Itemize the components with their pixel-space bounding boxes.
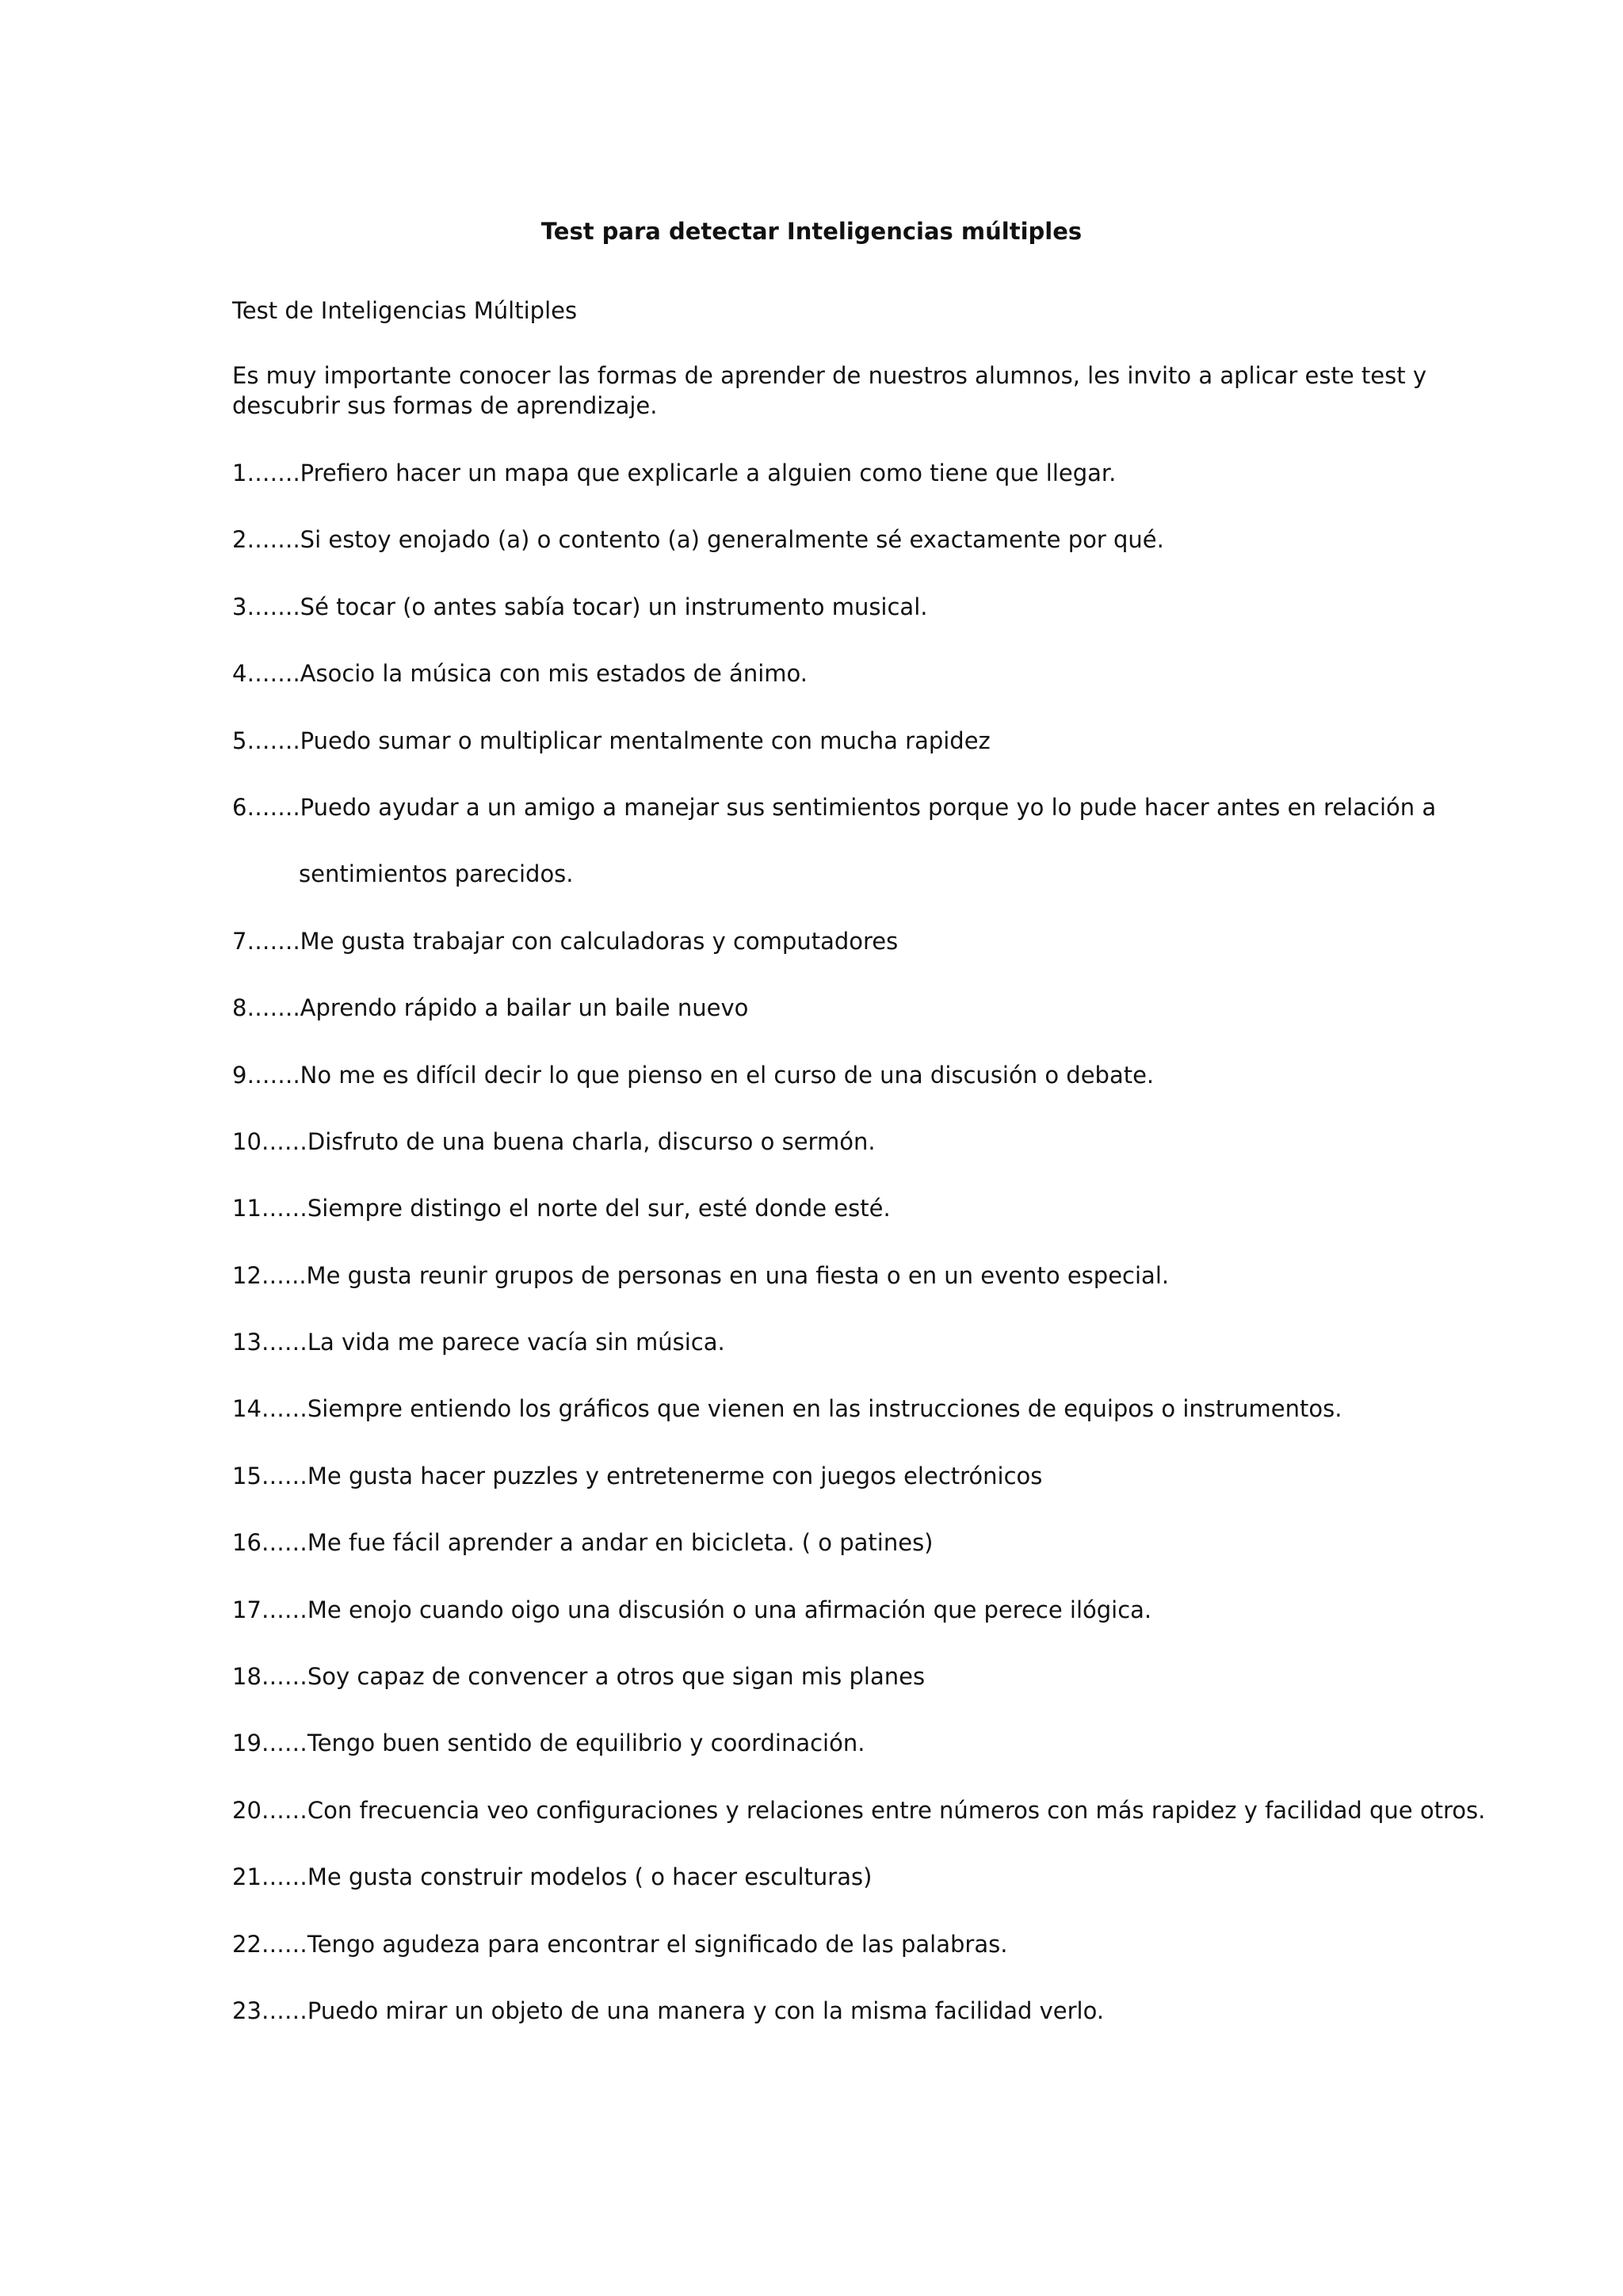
question-item-continuation: sentimientos parecidos.: [299, 860, 574, 888]
question-item: 23……Puedo mirar un objeto de una manera y con la misma facilidad verlo.: [232, 1997, 1105, 2024]
intro-paragraph: Es muy importante conocer las formas de aprender de nuestros alumnos, les invito a aplicar este test y descubrir sus formas de aprendizaje.: [232, 362, 1426, 419]
question-item: 1…….Prefiero hacer un mapa que explicarle a alguien como tiene que llegar.: [232, 460, 1117, 486]
question-item: 18……Soy capaz de convencer a otros que sigan mis planes: [232, 1663, 926, 1691]
question-item: 14……Siempre entiendo los gráficos que vienen en las instrucciones de equipos o instrumentos.: [232, 1395, 1342, 1423]
question-item: 5…….Puedo sumar o multiplicar mentalmente con mucha rapidez: [232, 727, 991, 754]
document-title: Test para detectar Inteligencias múltiples: [540, 218, 1083, 245]
question-item: 17……Me enojo cuando oigo una discusión o una afirmación que perece ilógica.: [232, 1596, 1152, 1623]
question-item: 16……Me fue fácil aprender a andar en bicicleta. ( o patines): [232, 1529, 934, 1557]
question-item: 15……Me gusta hacer puzzles y entretenerme con juegos electrónicos: [232, 1462, 1043, 1489]
question-item: 9…….No me es difícil decir lo que pienso en el curso de una discusión o debate.: [232, 1061, 1155, 1089]
question-item: 12…...Me gusta reunir grupos de personas en una fiesta o en un evento especial.: [232, 1261, 1170, 1289]
question-item: 21……Me gusta construir modelos ( o hacer esculturas): [232, 1863, 873, 1891]
question-item: 19……Tengo buen sentido de equilibrio y coordinación.: [232, 1730, 865, 1757]
question-item: 13……La vida me parece vacía sin música.: [232, 1329, 725, 1356]
question-item: 4…….Asocio la música con mis estados de ánimo.: [232, 660, 808, 688]
document-subtitle: Test de Inteligencias Múltiples: [232, 297, 578, 324]
question-item: 7…….Me gusta trabajar con calculadoras y computadores: [232, 927, 899, 955]
question-item: 22……Tengo agudeza para encontrar el significado de las palabras.: [232, 1930, 1008, 1958]
question-item: 20……Con frecuencia veo configuraciones y relaciones entre números con más rapidez y facilidad que otros.: [232, 1796, 1486, 1824]
question-item: 3…….Sé tocar (o antes sabía tocar) un instrumento musical.: [232, 593, 928, 620]
question-item: 8…….Aprendo rápido a bailar un baile nuevo: [232, 994, 749, 1022]
question-item: 10……Disfruto de una buena charla, discurso o sermón.: [232, 1127, 876, 1155]
question-item: 2…….Si estoy enojado (a) o contento (a) generalmente sé exactamente por qué.: [232, 526, 1164, 554]
question-item: 6…….Puedo ayudar a un amigo a manejar sus sentimientos porque yo lo pude hacer antes en relación a: [232, 793, 1437, 821]
question-item: 11……Siempre distingo el norte del sur, esté donde esté.: [232, 1195, 891, 1222]
question-list: [232, 457, 1485, 2061]
